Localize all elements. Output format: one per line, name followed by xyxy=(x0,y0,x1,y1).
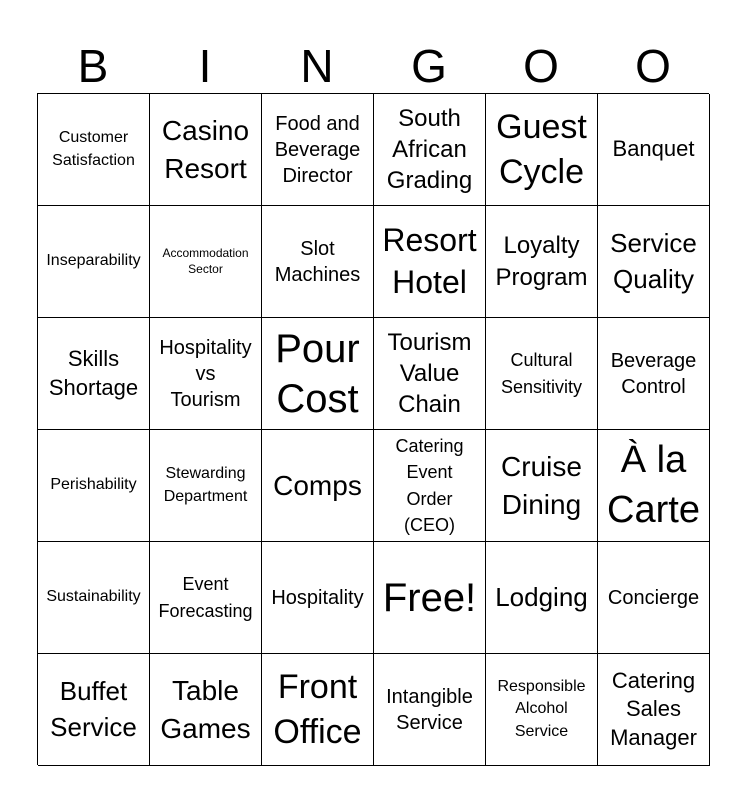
bingo-cell[interactable] xyxy=(598,94,710,206)
bingo-cell[interactable] xyxy=(486,318,598,430)
cell-text: Inseparability xyxy=(46,252,141,270)
bingo-cell[interactable] xyxy=(262,94,374,206)
bingo-cell[interactable] xyxy=(38,318,150,430)
cell-text: Buffet Service xyxy=(50,676,137,742)
bingo-cell[interactable] xyxy=(486,430,598,542)
bingo-cell[interactable] xyxy=(486,94,598,206)
cell-text: South African Grading xyxy=(386,104,473,195)
bingo-cell[interactable] xyxy=(262,542,374,654)
cell-text: Hospitality vs Tourism xyxy=(159,336,252,411)
header-letter-o-2: O xyxy=(635,40,671,92)
bingo-cell[interactable] xyxy=(150,206,262,318)
bingo-cell[interactable] xyxy=(38,654,150,766)
cell-text: Skills Shortage xyxy=(48,345,139,400)
bingo-cell[interactable] xyxy=(150,318,262,430)
cell-text: Concierge xyxy=(607,586,700,609)
header-letter-b: B xyxy=(77,40,109,92)
cell-text: Pour Cost xyxy=(275,326,360,421)
bingo-cell[interactable] xyxy=(598,430,710,542)
bingo-cell[interactable] xyxy=(38,94,150,206)
cell-text: Stewarding Department xyxy=(163,465,248,505)
bingo-cell[interactable] xyxy=(374,318,486,430)
bingo-cell[interactable] xyxy=(486,654,598,766)
bingo-cell[interactable] xyxy=(262,430,374,542)
cell-text: Slot Machines xyxy=(274,237,361,286)
bingo-cell[interactable] xyxy=(374,206,486,318)
cell-text: À la Carte xyxy=(607,439,700,531)
bingo-cell[interactable] xyxy=(150,542,262,654)
header-letter-n: N xyxy=(300,40,334,92)
bingo-cell[interactable] xyxy=(262,654,374,766)
cell-text: Banquet xyxy=(612,136,695,162)
bingo-cell[interactable] xyxy=(486,542,598,654)
cell-text: Casino Resort xyxy=(161,114,250,184)
bingo-cell[interactable] xyxy=(374,94,486,206)
bingo-cell[interactable] xyxy=(38,430,150,542)
bingo-cell[interactable] xyxy=(486,206,598,318)
bingo-cell[interactable] xyxy=(598,654,710,766)
bingo-cell[interactable] xyxy=(262,318,374,430)
cell-text: Catering Event Order (CEO) xyxy=(395,436,464,535)
cell-text: Guest Cycle xyxy=(496,108,587,191)
cell-text: Sustainability xyxy=(46,588,141,606)
bingo-cell[interactable] xyxy=(262,206,374,318)
cell-text: Beverage Control xyxy=(610,349,697,398)
bingo-cell[interactable] xyxy=(598,206,710,318)
header-letter-i: I xyxy=(198,40,212,92)
cell-text: Tourism Value Chain xyxy=(387,328,472,419)
bingo-cell[interactable] xyxy=(598,318,710,430)
cell-text: Catering Sales Manager xyxy=(610,667,697,750)
bingo-cell[interactable] xyxy=(374,654,486,766)
cell-text: Food and Beverage Director xyxy=(274,112,361,187)
bingo-cell[interactable] xyxy=(38,542,150,654)
cell-text: Cruise Dining xyxy=(501,450,582,520)
cell-text: Intangible Service xyxy=(386,685,473,734)
cell-text: Customer Satisfaction xyxy=(52,129,135,169)
bingo-cell[interactable] xyxy=(150,654,262,766)
cell-text: Responsible Alcohol Service xyxy=(497,677,586,740)
cell-text: Service Quality xyxy=(610,228,697,294)
cell-text: Front Office xyxy=(273,668,362,751)
bingo-cell[interactable] xyxy=(150,430,262,542)
cell-text: Perishability xyxy=(50,476,137,494)
cell-text: Table Games xyxy=(160,674,251,744)
cell-text: Lodging xyxy=(495,581,588,612)
cell-text: Resort Hotel xyxy=(382,221,477,300)
cell-text: Loyalty Program xyxy=(495,232,588,291)
bingo-header xyxy=(37,38,709,94)
bingo-cell[interactable] xyxy=(374,430,486,542)
free-space-text: Free! xyxy=(382,575,477,620)
header-letter-o: O xyxy=(523,40,559,92)
header-letter-g: G xyxy=(411,40,447,92)
bingo-cell[interactable] xyxy=(150,94,262,206)
cell-text: Cultural Sensitivity xyxy=(500,350,583,397)
bingo-cell[interactable] xyxy=(598,542,710,654)
cell-text: Comps xyxy=(273,469,362,501)
bingo-board xyxy=(37,93,709,765)
cell-text: Event Forecasting xyxy=(158,574,253,621)
free-space-cell[interactable] xyxy=(374,542,486,654)
cell-text: Hospitality xyxy=(271,586,364,609)
cell-text: Accommodation Sector xyxy=(162,245,249,276)
bingo-cell[interactable] xyxy=(38,206,150,318)
